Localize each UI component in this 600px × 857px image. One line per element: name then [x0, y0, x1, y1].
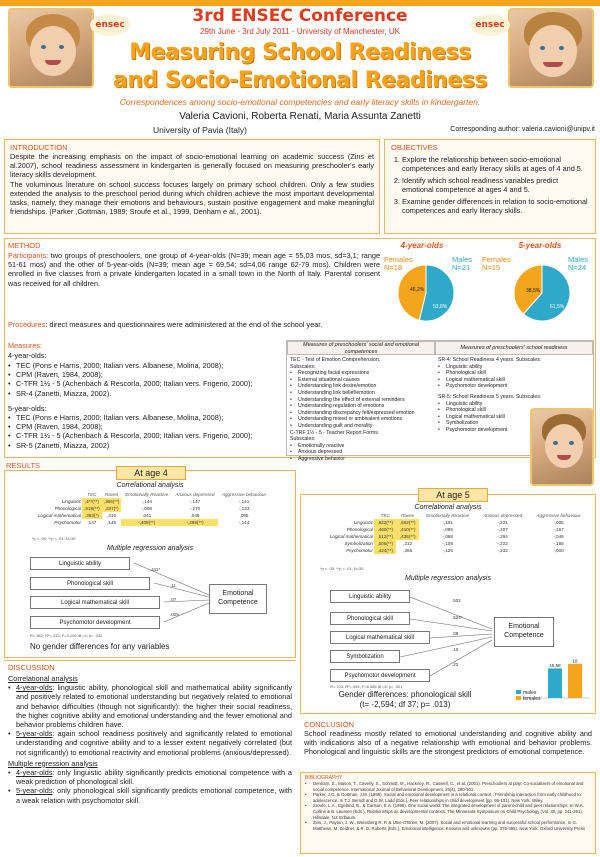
females-n: N=15: [482, 263, 501, 272]
age4-females-legend: [384, 256, 413, 272]
table-cell: ,4**(**): [82, 498, 102, 505]
introduction-section: [4, 139, 380, 234]
bar-females: [568, 664, 582, 698]
item-label: 4-year-olds: [16, 683, 53, 693]
measure-item: • TEC (Pons e Harris, 2000; Italian vers. Albanese, Molina, 2008);: [8, 413, 283, 422]
males-label: Males: [568, 255, 589, 264]
row-label: Phonological: [54, 506, 81, 511]
subscale-item: • Anxious depressed: [290, 449, 434, 456]
corr-col-header: Emotionally Reactive: [426, 513, 470, 518]
age5-sample-title: 5-year-olds: [518, 241, 562, 250]
subscale-item: • Linguistic ability: [438, 364, 592, 371]
table-cell: ,622(**): [374, 519, 396, 526]
item-text: : only phonological skill significantly predicts emotional competence, with a weak relation with psychomotor skill.: [16, 786, 292, 805]
table-cell: -,468(**): [172, 519, 218, 526]
bibliography-item: • Zins, J., Payton, J. W., Weissberg R. P. & Utne-O'Brien, M. (2007). Social and emotional learning and successful school performance. In G. Matthews, M. Zeidner, & R. D. Roberts (Eds.), Emotional intelligence: Knowns and unknowns (pp. 376-395). New York: Oxford University Press: [305, 820, 591, 831]
subscale-item: • Logical mathematical skill: [438, 414, 592, 421]
legend-females: [516, 696, 541, 702]
table-cell: ,147: [87, 520, 97, 525]
table-cell: -,141: [238, 499, 250, 504]
child-photo-right: [508, 8, 594, 88]
subscale-item: • Linguistic ability: [438, 401, 592, 408]
introduction-paragraph-1: Despite the increasing emphasis on the impact of socio-emotional learning on academic success (Zins et al.2007), school readiness assessment in kindergarten is generally focused on measuring preschooler's early literacy skills development.: [10, 152, 374, 180]
ensec-logo-right: ensec: [470, 14, 510, 36]
table-row: [30, 519, 270, 526]
age5-gender-note: [300, 690, 510, 709]
sr4-title: SR-4: School Readiness 4 years. Subscales:: [438, 357, 542, 363]
age5-corr-note: *p < .05; **p < .01; N=39: [320, 566, 364, 571]
objectives-list: [391, 155, 589, 215]
age5-predictor: Logical mathematical skill: [330, 631, 430, 644]
age4-measures-label: 4-year-olds:: [8, 351, 47, 360]
discussion-item: [8, 683, 292, 729]
age4-coef: .07: [170, 597, 177, 602]
table-cell: -,126: [442, 548, 453, 553]
table-cell: ,212: [403, 541, 413, 546]
measures-head-right: Measures of preschoolers' school readiness: [435, 341, 593, 355]
males-label: Males: [452, 255, 473, 264]
row-label: Linguistic: [61, 499, 81, 504]
path-arrow: [430, 640, 492, 676]
age5-males-legend: [568, 256, 588, 272]
table-cell: ,436(**): [396, 533, 418, 540]
subscale-item: • Phonological skill: [438, 407, 592, 414]
age4-predictor: Linguistic ability: [30, 557, 130, 570]
table-cell: -,095: [442, 527, 453, 532]
age5-correlation-table: [318, 512, 588, 554]
subscale-item: • Understanding the effect of external reminders: [290, 397, 434, 404]
age5-males-pct: 61,5%: [550, 304, 565, 310]
measure-item: • SR-4 (Zanetti, Miazza, 2002).: [8, 389, 283, 398]
item-label: 5-year-olds: [16, 786, 53, 796]
age5-measures-label: 5-year-olds:: [8, 404, 47, 413]
age4-males-legend: [452, 256, 472, 272]
child-photo-left: [8, 8, 94, 88]
table-cell: -,068: [442, 534, 453, 539]
results-title: RESULTS: [6, 461, 41, 470]
table-row: [318, 540, 588, 547]
age5-corr-title: Correlational analysis: [414, 504, 482, 511]
bar-females-value: 18: [572, 658, 578, 664]
conference-date: 29th June - 3rd July 2011 - University of Manchester, UK: [200, 27, 400, 36]
age5-reg-title: Multiple regression analysis: [405, 575, 491, 582]
bibliography-list: [305, 781, 591, 831]
age4-coef: .11: [170, 583, 176, 588]
objective-item: 2. Identify which school readiness variables predict emotional competence at ages 4 and 5.: [402, 176, 589, 194]
measures-label: Measures:: [8, 341, 43, 350]
table-cell: -,000: [553, 548, 564, 553]
age4-coef: .029: [170, 612, 179, 617]
row-label: Psychomotor: [346, 548, 373, 553]
subscale-item: • Understanding mixed or ambivalent emotions: [290, 416, 434, 423]
table-cell: ,410(**): [396, 526, 418, 533]
item-label: 5-year-olds: [16, 729, 53, 739]
measure-item: • SR-5 (Zanetti, Miazza, 2002): [8, 441, 283, 450]
age5-females-pct: 38,5%: [526, 288, 541, 294]
tec-subscales: [290, 370, 434, 429]
gender-note-stats: (t= -2,594; df 37; p= .013): [359, 699, 451, 709]
subscale-item: • Aggressive behavior: [290, 456, 434, 463]
females-label: Females: [384, 255, 413, 264]
age4-predictor: Logical mathematical skill: [30, 596, 160, 609]
table-cell: -,232: [497, 548, 508, 553]
age4-reg-stats: R=.562; R²=.315; F=3,109 df =4; p= .032: [30, 633, 103, 638]
subscale-item: • Emotionally reactive: [290, 443, 434, 450]
table-cell: -,222: [497, 541, 508, 546]
age5-coef: .502: [452, 598, 461, 603]
table-cell: -,008: [141, 506, 152, 511]
table-cell: -,294: [497, 534, 508, 539]
age5-reg-stats: R=.703; R²=.494; F=6,485 df =5; p= .001: [330, 684, 403, 689]
subscale-item: • Understanding link belief/emotion: [290, 390, 434, 397]
participants-text: [8, 251, 380, 288]
objective-item: 3. Examine gender differences in relation to socio-emotional competences and early literacy skills.: [402, 197, 589, 215]
table-cell: ,046: [190, 513, 200, 518]
table-row: [318, 526, 588, 533]
measure-item: • CPM (Raven, 1984, 2008);: [8, 370, 283, 379]
row-label: Phonological: [346, 527, 373, 532]
age5-coef: .22: [452, 662, 459, 667]
age4-outcome: Emotional Competence: [209, 584, 267, 614]
table-cell: ,363(*): [82, 512, 102, 519]
tec-title: TEC - Test of Emotion Comprehension.: [290, 357, 381, 363]
path-arrow: [410, 597, 492, 629]
age4-predictor: Phonological skill: [30, 577, 150, 590]
age4-reg-title: Multiple regression analysis: [107, 545, 193, 552]
objectives-section: [384, 139, 596, 234]
measure-item: • C-TFR 1½ - 5 (Achenbach & Rescorla, 2000; Italian vers. Frigerio, 2000);: [8, 431, 283, 440]
conclusion-section: [300, 718, 596, 770]
measure-item: • C-TFR 1½ - 5 (Achenbach & Rescorla, 2000; Italian vers. Frigerio, 2000);: [8, 379, 283, 388]
table-cell: ,095: [239, 513, 249, 518]
table-cell: ,424(**): [374, 547, 396, 554]
age5-predictor: Phonological skill: [330, 612, 410, 625]
table-row: [318, 533, 588, 540]
table-cell: -,005: [553, 520, 564, 525]
table-cell: ,145: [107, 520, 117, 525]
age5-predictor: Psychomotor development: [330, 669, 430, 682]
bar-legend: [516, 690, 541, 702]
table-row: [30, 505, 270, 512]
row-label: Logical mathematical: [329, 534, 373, 539]
measure-item: • CPM (Raven, 1984, 2008);: [8, 422, 283, 431]
corr-col-header: Aggressive behaviour: [536, 513, 581, 518]
corresponding-author: Corresponding author: valeria.cavioni@unipv.it: [450, 126, 595, 133]
bibliography-title: BIBLIOGRAPHY: [305, 775, 343, 781]
discussion-corr-heading: Correlational analysis: [8, 674, 78, 683]
poster-title-line2: and Socio-Emotional Readiness: [113, 68, 487, 93]
path-arrow: [410, 619, 492, 631]
ctfr-title: C-TRF 1½ - 5 - Teacher Report Forms.: [290, 429, 380, 436]
subscale-item: • Understanding regulation of emotions: [290, 403, 434, 410]
table-cell: -,157: [553, 527, 564, 532]
age4-corr-note: *p < .05; **p < .01; N=39: [32, 536, 76, 541]
bibliography-section: [300, 772, 596, 854]
item-text: : linguistic ability, phonological skill and mathematical ability significantly and positively related to emotional understanding but negatively related to emotional and behavior difficulties (though not significantly): the higher their social readiness, the higher cognitive ability and emotional understanding and the fewer emotional and behavior problems children have.: [16, 683, 292, 730]
discussion-section: [4, 660, 296, 854]
subscale-item: • Psychomotor development: [438, 383, 592, 390]
procedures-text: [8, 320, 380, 329]
table-cell: -,270: [189, 506, 201, 511]
authors: Valeria Cavioni, Roberta Renati, Maria Assunta Zanetti: [179, 111, 421, 122]
males-n: N=24: [568, 263, 587, 272]
table-cell: ,518(**): [82, 505, 102, 512]
item-text: : again school readiness positively and significantly related to emotional understanding and cognitive ability and to a lesser extent negatively correlated (but not significantly) to emotional reactivity and emotional problems (anxious/depressed).: [16, 729, 292, 757]
age5-coef: .524*: [452, 615, 463, 620]
subscale-item: • Psychomotor development: [438, 427, 592, 434]
subscale-item: • Symbolization: [438, 420, 592, 427]
tec-subscales-label: Subscales:: [290, 363, 316, 370]
sr4-subscales: [438, 364, 592, 390]
table-cell: -,046: [553, 534, 564, 539]
age4-males-pct: 53,8%: [433, 304, 448, 310]
conclusion-title: CONCLUSION: [304, 720, 355, 729]
conclusion-text: School readiness mostly related to emotional understanding and cognitive ability and with indications also of a negative relationship with emotional and behavior problems. Phonological and linguistic skills are the strongest predictors of emotional competence.: [304, 729, 592, 757]
age5-predictor: Linguistic ability: [330, 590, 410, 603]
table-cell: -,144: [238, 520, 250, 525]
females-label: Females: [482, 255, 511, 264]
females-n: N=18: [384, 263, 403, 272]
table-cell: -,133: [238, 506, 250, 511]
participants-description: : two groups of preschoolers, one group of 4-year-olds (N=39; mean age = 55,03 mos; sd=3,1; range 51-61 mos) and the other of 5-year-olds (N=39; mean age = 69,54; sd=4,06 range 62-79 mos). Children were enrolled in five classes from a private kindergarten located in a small town in the North of Italy. Parental consent was received for all children.: [8, 251, 380, 288]
subscale-item: • Phonological skill: [438, 370, 592, 377]
procedures-label: Procedures: [8, 320, 46, 329]
table-row: [30, 498, 270, 505]
item-text: : only linguistic ability significantly predicts emotional competence with a weak prediction of phonological skill.: [16, 768, 292, 787]
males-n: N=21: [452, 263, 471, 272]
measures-head-left: Measures of preschoolers' social and emotional competences: [287, 341, 435, 355]
gender-note-line: Gender differences: phonological skill: [338, 690, 472, 699]
row-label: Logical mathematical: [37, 513, 81, 518]
table-cell: -,101: [442, 520, 453, 525]
subscale-item: • Understanding guilt and morality: [290, 423, 434, 430]
ctfr-subscales-label: Subscales:: [290, 436, 316, 443]
age4-results-title: At age 4: [116, 466, 186, 480]
row-label: Psychomotor: [54, 520, 81, 525]
table-cell: -,108: [442, 541, 453, 546]
table-cell: ,505(**): [374, 540, 396, 547]
objective-item: 1. Explore the relationship between socio-emotional competences and early literacy skills at ages of 4 and 5.: [402, 155, 589, 173]
table-cell: -,409(**): [121, 519, 171, 526]
child-photo-middle: [530, 408, 594, 486]
discussion-item: [8, 729, 292, 757]
age5-females-legend: [482, 256, 511, 272]
table-row: [318, 519, 588, 526]
bar-males-value: 15,58: [549, 662, 561, 668]
discussion-reg-heading: Multiple regression analysis: [8, 758, 98, 768]
discussion-corr-list: [8, 683, 292, 757]
affiliation: University of Pavia (Italy): [153, 125, 247, 135]
subscale-item: • Understanding link desire/emotion: [290, 383, 434, 390]
poster-title-line1: Measuring School Readiness: [129, 40, 471, 65]
measures-col-left: [290, 357, 434, 463]
age5-outcome: Emotional Competence: [494, 617, 554, 647]
discussion-item: [8, 786, 292, 804]
table-cell: ,502(**): [396, 519, 418, 526]
table-cell: ,041: [142, 513, 152, 518]
legend-females-label: females: [523, 696, 541, 702]
age5-measures-list: [8, 413, 283, 450]
discussion-item: [8, 768, 292, 786]
age4-coef: .411*: [150, 567, 161, 572]
corr-col-header: Anxious depressed: [175, 492, 215, 497]
subscale-item: • External situational causes: [290, 377, 434, 384]
conference-title: 3rd ENSEC Conference: [192, 6, 408, 26]
age4-measures-list: [8, 361, 283, 398]
age4-corr-title: Correlational analysis: [116, 482, 184, 489]
age4-females-pct: 46,2%: [410, 287, 425, 293]
method-title: METHOD: [8, 241, 41, 250]
subscale-item: • Logical mathematical skill: [438, 377, 592, 384]
age4-correlation-table: [30, 491, 270, 526]
sr5-title: SR-5: School Readiness 5 years. Subscales:: [438, 393, 542, 400]
legend-males-label: males: [523, 690, 537, 696]
age4-sample-title: 4-year-olds: [400, 241, 444, 250]
bibliography-item: • Denham, S., Mason, T., Caverly, S., Schmidt, M., Hackney, R., Caswell, C., et al. (2001). Preschoolers at play: Co-socialisers of emotional and social competence. International Journal of Behavioral Development, 25(4), 290-301.: [305, 781, 591, 792]
corr-col-header: Anxious depressed: [483, 513, 523, 518]
table-cell: -,147: [189, 499, 201, 504]
path-arrow: [430, 634, 492, 638]
table-cell: ,365: [403, 548, 413, 553]
subscale-item: • Understanding discrepancy felt/expressed emotion: [290, 410, 434, 417]
table-cell: ,366(**): [102, 498, 122, 505]
objectives-title: OBJECTIVES: [391, 143, 438, 152]
corr-col-header: TEC: [380, 513, 390, 518]
bibliography-item: • Sroufe, L.A., Egeland, B., & Carlson, E.A. (1999). One social world: The integrated development of parent-child and peer relationships. In W.A. Collins & B. Laursen (Eds.), Relationships as developmental contexts: The Minnesota Symposium on Child Psychology (Vol. 30, pp. 241-261). Hillsdale, NJ: Erlbaum.: [305, 803, 591, 820]
bibliography-item: • Parker, J.G. & Gottman, J.M. (1989). Social and emotional development in a relational context : Friendship interaction from early childhood to adolescence. In T.J. Berndt and G.W. Ladd (Eds.), Peer relationships in child development (pp. 95-131). New York: Wiley.: [305, 792, 591, 803]
participants-label: Participants: [8, 251, 47, 260]
path-arrow: [154, 583, 209, 597]
poster-subtitle: Correspondences among socio-emotional competencies and early literacy skills in kindergarten.: [119, 97, 481, 107]
corr-col-header: TEC: [87, 492, 97, 497]
bar-males: [548, 668, 562, 698]
item-label: 4-year-olds: [16, 768, 53, 778]
introduction-title: INTRODUCTION: [10, 143, 68, 152]
corr-col-header: Aggressive behaviour: [221, 492, 267, 497]
table-cell: ,337(*): [102, 505, 122, 512]
procedures-description: : direct measures and questionnaires were administered at the end of the school year.: [45, 320, 323, 329]
table-cell: ,316: [107, 513, 117, 518]
table-cell: -,168: [553, 541, 564, 546]
table-cell: ,460(**): [374, 526, 396, 533]
table-cell: ,512(**): [374, 533, 396, 540]
ctfr-subscales: [290, 443, 434, 463]
subscale-item: • Recognizing facial expressions: [290, 370, 434, 377]
discussion-reg-list: [8, 768, 292, 805]
age5-results-title: At age 5: [418, 488, 488, 502]
introduction-paragraph-2: The voluminous literature on school success focuses largely on primary school children. Only a few studies extended the analysis to the preschool period during which children achieve the most important developmental tasks, namely, they manage their emotions and behaviours, sustain positive engagement and make meaningful friendships. (Parker ,Gottman, 1989; Sroufe et al., 1999, Denham e al., 2001).: [10, 179, 374, 217]
corr-col-header: Emotionally Reactive: [125, 492, 169, 497]
ensec-logo-left: ensec: [90, 14, 130, 36]
age5-coef: .10: [452, 647, 459, 652]
row-label: Linguistic: [353, 520, 373, 525]
age4-predictor: Psychomotor development: [30, 616, 160, 629]
table-cell: -,144: [141, 499, 152, 504]
table-row: [30, 512, 270, 519]
table-row: [318, 547, 588, 554]
row-label: Symbolization: [344, 541, 373, 546]
age4-gender-note: No gender differences for any variables: [30, 642, 170, 651]
corr-col-header: Raven: [104, 492, 119, 497]
table-cell: -,221: [497, 520, 508, 525]
corr-col-header: Raven: [401, 513, 415, 518]
measure-item: • TEC (Pons e Harris, 2000; Italian vers. Albanese, Molina, 2008);: [8, 361, 283, 370]
age5-coef: .08: [452, 631, 459, 636]
age5-predictor: Symbolization: [330, 650, 400, 663]
discussion-title: DISCUSSION: [8, 663, 55, 672]
table-cell: -,207: [497, 527, 508, 532]
